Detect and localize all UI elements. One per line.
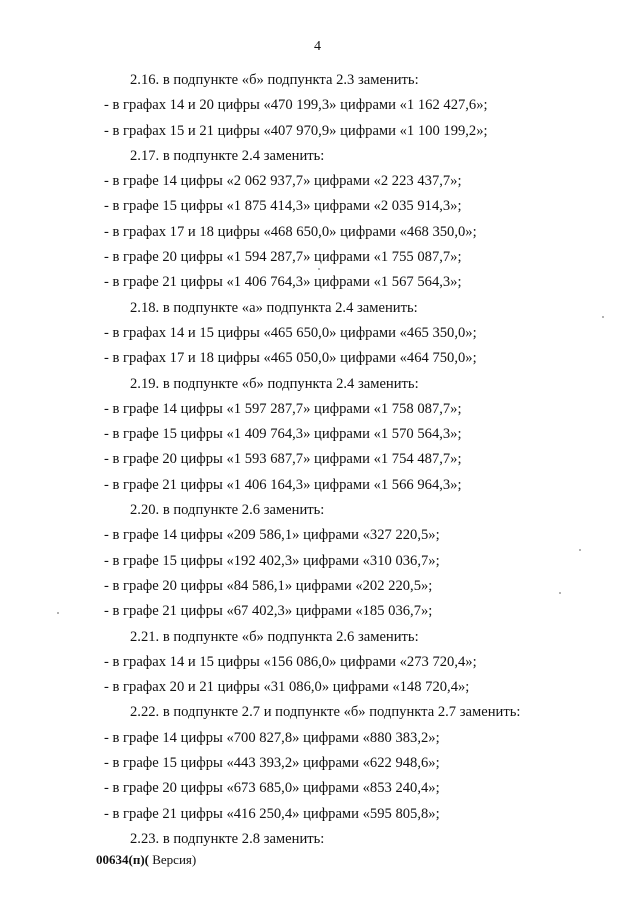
amendment-item: - в графах 17 и 18 цифры «465 050,0» цифрами «464 750,0»; — [104, 350, 477, 367]
section-heading: 2.19. в подпункте «б» подпункта 2.4 заменить: — [130, 375, 419, 392]
amendment-item: - в графе 15 цифры «1 875 414,3» цифрами «2 035 914,3»; — [104, 198, 462, 215]
section-heading: 2.20. в подпункте 2.6 заменить: — [130, 502, 325, 519]
amendment-item: - в графе 20 цифры «673 685,0» цифрами «853 240,4»; — [104, 780, 440, 797]
amendment-item: - в графе 14 цифры «2 062 937,7» цифрами «2 223 437,7»; — [104, 173, 462, 190]
amendment-item: - в графе 20 цифры «1 594 287,7» цифрами «1 755 087,7»; — [104, 249, 462, 266]
scan-speck — [579, 549, 581, 551]
section-heading: 2.16. в подпункте «б» подпункта 2.3 заменить: — [130, 72, 419, 88]
scan-speck — [559, 592, 561, 594]
amendment-item: - в графе 20 цифры «84 586,1» цифрами «202 220,5»; — [104, 577, 433, 594]
document-body — [0, 68, 635, 852]
section-heading: 2.18. в подпункте «а» подпункта 2.4 заменить: — [130, 299, 418, 316]
amendment-item: - в графах 14 и 20 цифры «470 199,3» цифрами «1 162 427,6»; — [104, 97, 488, 114]
scan-speck — [57, 612, 59, 614]
amendment-item: - в графе 21 цифры «1 406 764,3» цифрами «1 567 564,3»; — [104, 274, 462, 291]
amendment-item: - в графе 14 цифры «209 586,1» цифрами «327 220,5»; — [104, 527, 440, 544]
amendment-item: - в графах 14 и 15 цифры «465 650,0» цифрами «465 350,0»; — [104, 324, 477, 341]
amendment-item: - в графах 17 и 18 цифры «468 650,0» цифрами «468 350,0»; — [104, 223, 477, 240]
scan-speck — [318, 268, 320, 270]
amendment-item: - в графах 20 и 21 цифры «31 086,0» цифрами «148 720,4»; — [104, 679, 470, 696]
document-footer — [96, 852, 196, 868]
section-heading: 2.21. в подпункте «б» подпункта 2.6 заменить: — [130, 628, 419, 645]
section-heading: 2.17. в подпункте 2.4 заменить: — [130, 147, 325, 164]
document-version-label: Версия) — [148, 852, 197, 867]
amendment-item: - в графах 15 и 21 цифры «407 970,9» цифрами «1 100 199,2»; — [104, 122, 488, 139]
page-number: 4 — [314, 39, 321, 54]
amendment-item: - в графах 14 и 15 цифры «156 086,0» цифрами «273 720,4»; — [104, 653, 477, 670]
amendment-item: - в графе 21 цифры «1 406 164,3» цифрами «1 566 964,3»; — [104, 476, 462, 493]
document-code: 00634(п)( — [96, 852, 149, 867]
amendment-item: - в графе 14 цифры «700 827,8» цифрами «880 383,2»; — [104, 729, 440, 746]
amendment-item: - в графе 20 цифры «1 593 687,7» цифрами «1 754 487,7»; — [104, 451, 462, 468]
amendment-item: - в графе 15 цифры «443 393,2» цифрами «622 948,6»; — [104, 755, 440, 772]
amendment-item: - в графе 21 цифры «416 250,4» цифрами «595 805,8»; — [104, 805, 440, 822]
amendment-item: - в графе 15 цифры «1 409 764,3» цифрами «1 570 564,3»; — [104, 426, 462, 443]
amendment-item: - в графе 15 цифры «192 402,3» цифрами «310 036,7»; — [104, 552, 440, 569]
section-heading: 2.22. в подпункте 2.7 и подпункте «б» подпункта 2.7 заменить: — [130, 704, 521, 721]
amendment-item: - в графе 14 цифры «1 597 287,7» цифрами «1 758 087,7»; — [104, 400, 462, 417]
scan-speck — [602, 316, 604, 318]
section-heading: 2.23. в подпункте 2.8 заменить: — [130, 830, 325, 847]
amendment-item: - в графе 21 цифры «67 402,3» цифрами «185 036,7»; — [104, 603, 433, 620]
